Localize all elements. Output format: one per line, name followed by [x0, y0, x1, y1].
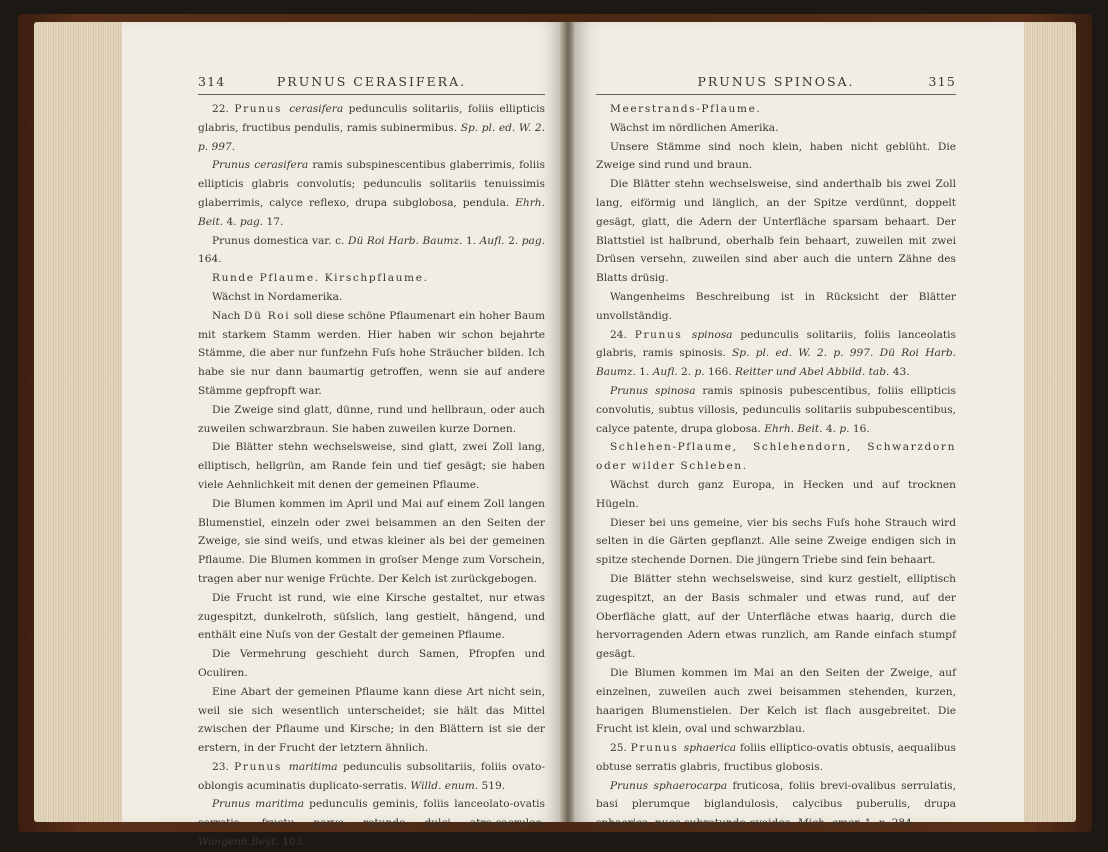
paragraph: [596, 476, 956, 514]
paragraph: [596, 326, 956, 382]
text-run: 103.: [278, 836, 306, 849]
text-run: Willd. enum.: [410, 779, 479, 792]
paragraph: [198, 100, 545, 156]
text-run: Wangenh.Beyt.: [198, 836, 279, 849]
text-run: Wächst durch ganz Europa, in Hecken und auf trocknen Hügeln.: [596, 478, 956, 510]
text-run: p.: [694, 366, 705, 379]
page-number: 315: [928, 74, 956, 89]
text-run: maritima: [288, 760, 338, 773]
text-run: ramis spinosis pubescentibus, foliis ellipticis convolutis, subtus villosis, pedunculis solitariis subpubescentibus, calyce patente, drupa globosa.: [596, 384, 956, 435]
left-page-text: [198, 100, 545, 852]
paragraph: [198, 232, 545, 270]
text-run: Dieser bei uns gemeine, vier bis sechs Fuſs hohe Strauch wird selten in die Gärten gepflanzt. Alle seine Zweige endigen sich in spitze stechende Dornen. Die jüngern Triebe sind fein behaart.: [596, 516, 956, 567]
text-run: 16.: [849, 422, 870, 435]
text-run: Aufl.: [652, 366, 678, 379]
text-run: Die Blumen kommen im Mai an den Seiten der Zweige, auf einzelnen, zuweilen auch zwei beisammen stehenden, kurzen, haarigen Blumenstielen. Der Kelch ist flach ausgebreitet. Die Frucht ist klein, oval und schwarzblau.: [596, 666, 956, 736]
text-run: Prunus spinosa: [610, 384, 696, 397]
text-run: p.: [878, 817, 889, 830]
text-run: fruticosa, foliis brevi-ovalibus serrulatis, basi plerumque biglandulosis, calycibus puberulis, drupa sphaerica, nuce subrotundo-ovoidea.: [596, 779, 956, 830]
text-run: Prunus cerasifera: [212, 159, 309, 172]
text-run: Ehrh. Beit.: [198, 196, 545, 228]
text-run: Unsere Stämme sind noch klein, haben nicht geblüht. Die Zweige sind rund und braun.: [596, 140, 956, 172]
right-page-edges: [1018, 22, 1076, 822]
text-run: Runde Pflaume. Kirschpflaume.: [212, 272, 429, 285]
paragraph: [596, 570, 956, 664]
text-run: Dü Roi: [243, 309, 291, 322]
text-run: Sp. pl. ed. W. 2. p. 997. Dü Roi Harb. Baumz.: [596, 347, 956, 379]
text-run: 284.: [888, 817, 916, 830]
text-run: Meerstrands-Pflaume.: [610, 103, 762, 115]
text-run: 23.: [212, 760, 235, 773]
text-run: Wangenheims Beschreibung ist in Rücksicht der Blätter unvollständig.: [596, 290, 956, 322]
text-run: pedunculis geminis, foliis lanceolato-ovatis serratis, fructu parvo rotundo dulci atro-caeruleo.: [198, 798, 545, 830]
paragraph: [596, 514, 956, 570]
text-run: 43.: [889, 366, 910, 379]
paragraph: [198, 156, 545, 231]
paragraph: [198, 645, 545, 683]
text-run: 2.: [504, 234, 522, 247]
text-run: Nach: [212, 309, 244, 322]
text-run: sphaerica: [683, 742, 737, 755]
text-run: Prunus sphaerocarpa: [610, 779, 728, 792]
text-run: pedunculis subsolitariis, foliis ovato-oblongis acuminatis duplicato-serratis.: [198, 760, 545, 792]
left-running-header: [198, 68, 545, 95]
text-run: Ehrh. Beit.: [764, 422, 823, 435]
paragraph: [198, 307, 545, 401]
paragraph: [198, 795, 545, 851]
right-page: [574, 22, 1024, 830]
text-run: 22.: [212, 103, 235, 115]
text-run: soll diese schöne Pflaumenart ein hoher Baum mit starkem Stamm werden. Hier haben wir schon bejahrte Stämme, die aber nur funfzehn Fuſs hohe Sträucher bilden. Ich habe sie nur dann baumartig getroffen, wenn sie auf andere Stämme gepfropft war.: [198, 309, 546, 397]
paragraph: [596, 100, 956, 119]
text-run: Schlehen-Pflaume, Schlehendorn, Schwarzdorn oder wilder Schleben.: [596, 441, 956, 473]
text-run: Mich. amer.: [797, 817, 862, 830]
text-run: cerasifera: [289, 103, 344, 115]
paragraph: [198, 683, 545, 758]
paragraph: [596, 438, 956, 476]
text-run: 166.: [704, 366, 736, 379]
text-run: Prunus: [234, 103, 290, 115]
paragraph: [596, 664, 956, 739]
text-run: 24.: [610, 328, 635, 341]
text-run: 25.: [610, 742, 631, 755]
text-run: Die Blätter stehn wechselsweise, sind kurz gestielt, elliptisch zugespitzt, an der Basis schmaler und etwas rund, auf der Oberfläche glatt, auf der Unterfläche etwas haarig, durch die hervorragenden Adern etwas runzlich, am Rande einfach stumpf gesägt.: [596, 572, 956, 661]
paragraph: [198, 288, 545, 307]
text-run: 4.: [822, 422, 840, 435]
text-run: spinosa: [691, 328, 733, 341]
paragraph: [596, 382, 956, 438]
text-run: Reitter und Abel Abbild. tab.: [735, 366, 890, 379]
text-run: 17.: [263, 215, 284, 228]
text-run: Eine Abart der gemeinen Pflaume kann diese Art nicht sein, weil sie sich wesentlich unterscheidet; sie hält das Mittel zwischen der Pflaume und Kirsche; in den Blättern ist sie der erstern, in der Frucht der letztern ähnlich.: [198, 685, 545, 755]
text-run: Dü Roi Harb. Baumz.: [347, 234, 463, 247]
paragraph: [198, 589, 545, 645]
text-run: 1.: [861, 817, 879, 830]
text-run: pedunculis solitariis, foliis lanceolatis glabris, ramis spinosis.: [596, 328, 956, 360]
text-run: Die Blätter stehn wechselsweise, sind glatt, zwei Zoll lang, elliptisch, hellgrün, am Rande fein und tief gesägt; sie haben viele Aehnlichkeit mit denen der gemeinen Pflaume.: [198, 441, 545, 491]
text-run: Die Blätter stehn wechselsweise, sind anderthalb bis zwei Zoll lang, eiförmig und länglich, an der Spitze verdünnt, doppelt gesägt, glatt, die Adern der Unterfläche sparsam behaart. Der Blattstiel ist halbrund, oberhalb fein behaart, zuweilen mit zwei Drüsen versehn, zuweilen sind aber auch die untern Zähne des Blatts drüsig.: [596, 178, 956, 285]
text-run: Aufl.: [479, 234, 505, 247]
text-run: Wächst in Nordamerika.: [212, 290, 343, 303]
paragraph: [198, 758, 545, 796]
text-run: Die Zweige sind glatt, dünne, rund und hellbraun, oder auch zuweilen schwarzbraun. Sie haben zuweilen kurze Dornen.: [198, 403, 545, 435]
text-run: pedunculis solitariis, foliis ellipticis glabris, fructibus pendulis, ramis subinermibus.: [198, 103, 545, 134]
left-page: [122, 22, 563, 849]
text-run: Prunus maritima: [212, 798, 305, 811]
text-run: 519.: [478, 779, 506, 792]
text-run: pag.: [239, 215, 264, 228]
text-run: Die Frucht ist rund, wie eine Kirsche gestaltet, nur etwas zugespitzt, dunkelroth, süſslich, lang gestielt, hängend, und enthält eine Nuſs von der Gestalt der gemeinen Pflaume.: [198, 591, 545, 642]
text-run: Prunus: [634, 328, 692, 341]
text-run: 1.: [462, 234, 480, 247]
paragraph: [596, 119, 956, 138]
paragraph: [596, 777, 956, 833]
running-head-title: PRUNUS SPINOSA.: [697, 74, 855, 89]
text-run: 1.: [635, 366, 653, 379]
page-number: 314: [198, 74, 226, 89]
text-run: foliis elliptico-ovatis obtusis, aequalibus obtuse serratis glabris, fructibus globosis.: [596, 742, 956, 773]
text-run: pag.: [521, 234, 545, 247]
paragraph: [198, 269, 545, 288]
paragraph: [596, 288, 956, 326]
paragraph: [596, 138, 956, 176]
paragraph: [198, 438, 545, 494]
text-run: Die Blumen kommen im April und Mai auf einem Zoll langen Blumenstiel, einzeln oder zwei beisammen an den Seiten der Zweige, sie sind weiſs, und etwas kleiner als bei der gemeinen Pflaume. Die Blumen kommen in groſser Menge zum Vorschein, tragen aber nur wenige Früchte. Der Kelch ist zurückgebogen.: [198, 497, 545, 585]
paragraph: [596, 175, 956, 288]
text-run: Prunus: [234, 760, 289, 773]
text-run: p.: [839, 422, 850, 435]
text-run: Prunus: [630, 742, 684, 755]
right-page-text: [596, 100, 956, 833]
paragraph: [596, 739, 956, 777]
paragraph: [198, 401, 545, 439]
text-run: ramis subspinescentibus glaberrimis, foliis ellipticis glabris convolutis; pedunculis solitariis tenuissimis glaberrimis, calyce reflexo, drupa subglobosa, pendula.: [198, 159, 545, 209]
text-run: Prunus domestica var. c.: [212, 234, 348, 247]
running-head-title: PRUNUS CERASIFERA.: [276, 74, 467, 89]
text-run: 4.: [223, 215, 240, 228]
text-run: Wächst im nördlichen Amerika.: [610, 121, 779, 134]
text-run: 164.: [198, 253, 222, 266]
left-page-edges: [34, 22, 126, 822]
text-run: Sp. pl. ed. W. 2. p. 997.: [198, 121, 546, 153]
right-running-header: [596, 68, 956, 95]
text-run: Die Vermehrung geschieht durch Samen, Pfropfen und Oculiren.: [198, 648, 545, 679]
paragraph: [198, 495, 545, 589]
text-run: 2.: [677, 366, 695, 379]
